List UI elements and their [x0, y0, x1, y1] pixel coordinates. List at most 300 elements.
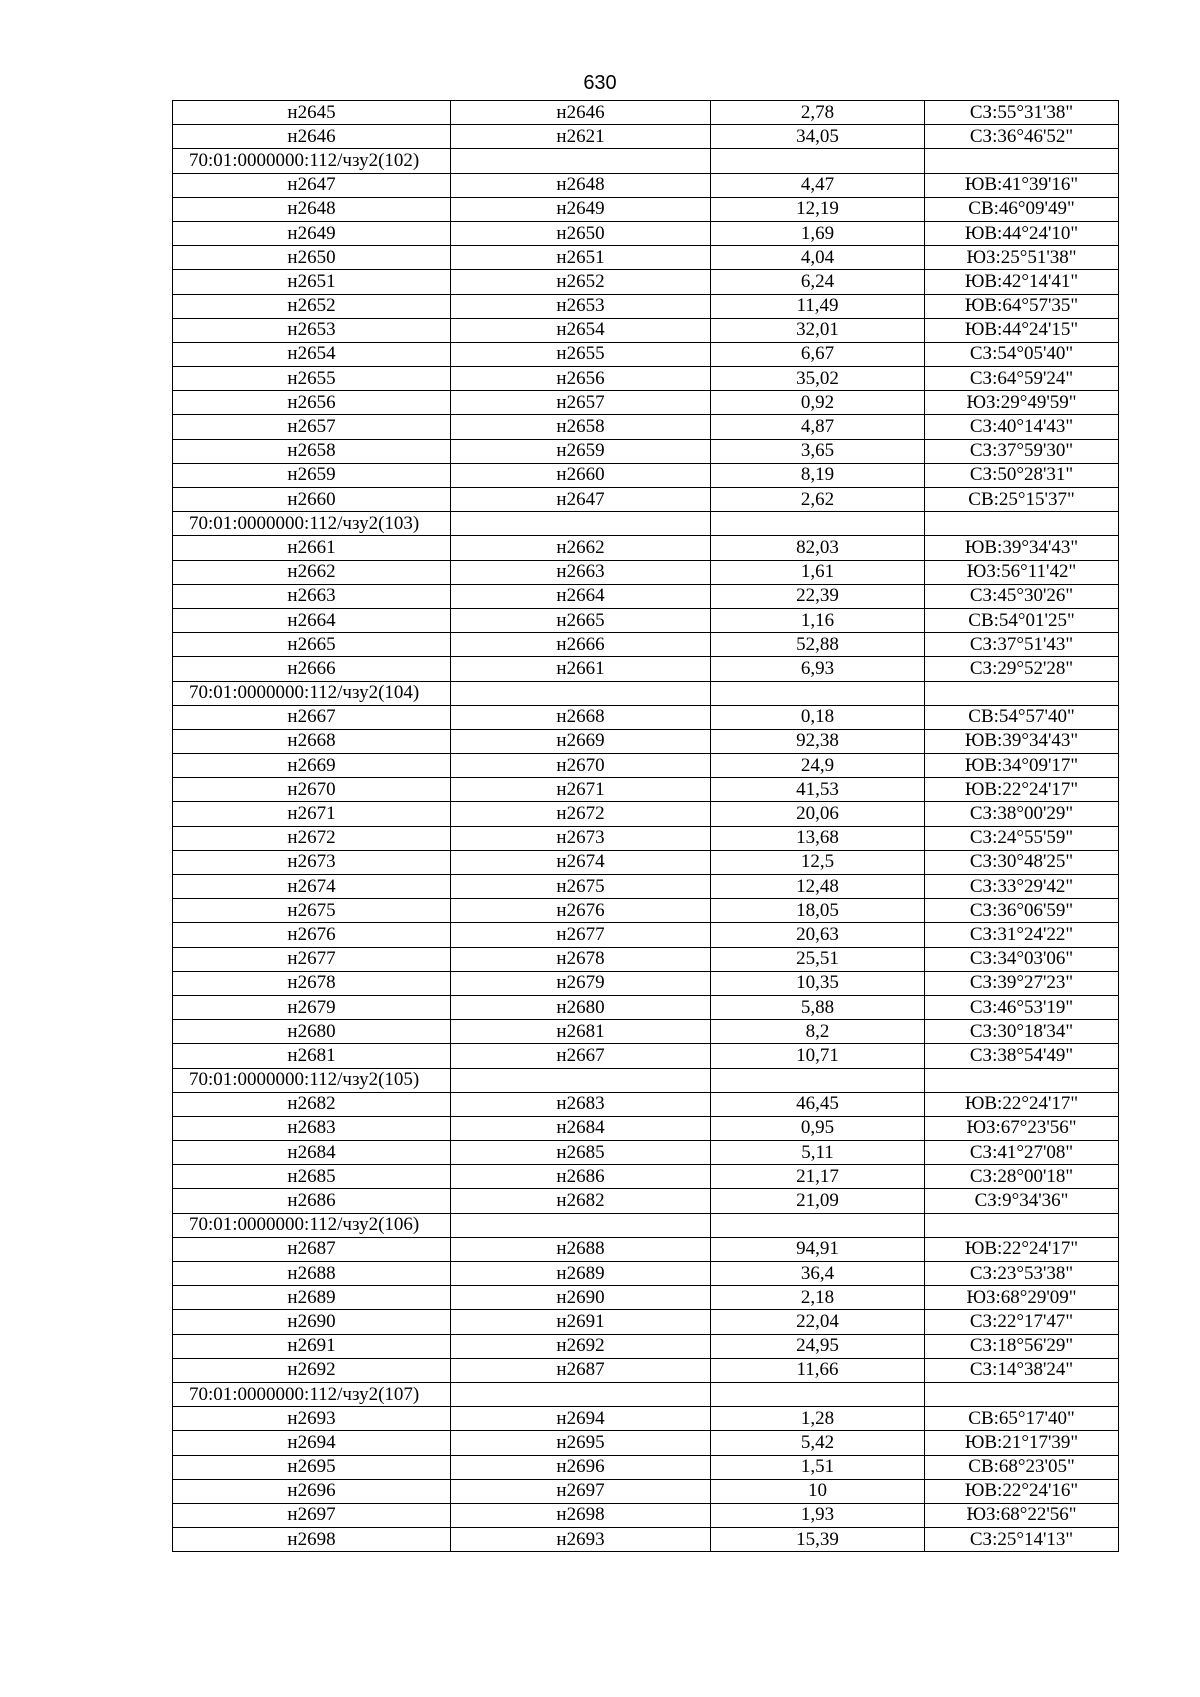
from-point-cell: н2645 — [173, 101, 451, 125]
section-label: 70:01:0000000:112/чзу2(107) — [173, 1382, 451, 1406]
to-point-cell: н2646 — [451, 101, 711, 125]
distance-cell: 22,04 — [711, 1310, 925, 1334]
to-point-cell: н2689 — [451, 1262, 711, 1286]
table-row — [173, 101, 1119, 125]
to-point-cell: н2621 — [451, 125, 711, 149]
from-point-cell: н2674 — [173, 875, 451, 899]
distance-cell: 24,95 — [711, 1334, 925, 1358]
bearing-cell: СЗ:33°29'42" — [925, 875, 1119, 899]
empty-cell — [711, 1068, 925, 1092]
empty-cell — [925, 1068, 1119, 1092]
to-point-cell: н2660 — [451, 463, 711, 487]
bearing-cell: ЮВ:22°24'16" — [925, 1479, 1119, 1503]
to-point-cell: н2681 — [451, 1020, 711, 1044]
to-point-cell: н2652 — [451, 270, 711, 294]
to-point-cell: н2686 — [451, 1165, 711, 1189]
distance-cell: 46,45 — [711, 1092, 925, 1116]
table-row — [173, 1116, 1119, 1140]
from-point-cell: н2680 — [173, 1020, 451, 1044]
table-row — [173, 947, 1119, 971]
distance-cell: 4,47 — [711, 173, 925, 197]
table-row — [173, 246, 1119, 270]
distance-cell: 5,11 — [711, 1141, 925, 1165]
bearing-cell: ЮЗ:25°51'38" — [925, 246, 1119, 270]
bearing-cell: ЮВ:39°34'43" — [925, 729, 1119, 753]
from-point-cell: н2678 — [173, 971, 451, 995]
table-row — [173, 415, 1119, 439]
empty-cell — [451, 1068, 711, 1092]
bearing-cell: СЗ:30°48'25" — [925, 850, 1119, 874]
table-row — [173, 899, 1119, 923]
from-point-cell: н2684 — [173, 1141, 451, 1165]
from-point-cell: н2662 — [173, 560, 451, 584]
from-point-cell: н2650 — [173, 246, 451, 270]
from-point-cell: н2688 — [173, 1262, 451, 1286]
table-row — [173, 1407, 1119, 1431]
bearing-cell: ЮЗ:67°23'56" — [925, 1116, 1119, 1140]
to-point-cell: н2663 — [451, 560, 711, 584]
from-point-cell: н2675 — [173, 899, 451, 923]
distance-cell: 11,66 — [711, 1358, 925, 1382]
to-point-cell: н2679 — [451, 971, 711, 995]
bearing-cell: СЗ:37°51'43" — [925, 633, 1119, 657]
to-point-cell: н2662 — [451, 536, 711, 560]
bearing-cell: СЗ:38°00'29" — [925, 802, 1119, 826]
table-row — [173, 173, 1119, 197]
table-row — [173, 1262, 1119, 1286]
table-row — [173, 705, 1119, 729]
table-row — [173, 294, 1119, 318]
distance-cell: 25,51 — [711, 947, 925, 971]
distance-cell: 94,91 — [711, 1237, 925, 1261]
from-point-cell: н2670 — [173, 778, 451, 802]
to-point-cell: н2650 — [451, 221, 711, 245]
bearing-cell: ЮВ:22°24'17" — [925, 1092, 1119, 1116]
to-point-cell: н2665 — [451, 608, 711, 632]
distance-cell: 8,19 — [711, 463, 925, 487]
page-number: 630 — [583, 72, 617, 94]
section-label: 70:01:0000000:112/чзу2(102) — [173, 149, 451, 173]
bearing-cell: ЮВ:34°09'17" — [925, 754, 1119, 778]
section-row — [173, 681, 1119, 705]
to-point-cell: н2647 — [451, 488, 711, 512]
to-point-cell: н2688 — [451, 1237, 711, 1261]
table-row — [173, 318, 1119, 342]
table-row — [173, 488, 1119, 512]
from-point-cell: н2686 — [173, 1189, 451, 1213]
section-label: 70:01:0000000:112/чзу2(104) — [173, 681, 451, 705]
bearing-cell: СЗ:46°53'19" — [925, 995, 1119, 1019]
section-row — [173, 1382, 1119, 1406]
from-point-cell: н2647 — [173, 173, 451, 197]
from-point-cell: н2690 — [173, 1310, 451, 1334]
to-point-cell: н2683 — [451, 1092, 711, 1116]
bearing-cell: СЗ:41°27'08" — [925, 1141, 1119, 1165]
from-point-cell: н2646 — [173, 125, 451, 149]
bearing-cell: СЗ:64°59'24" — [925, 367, 1119, 391]
distance-cell: 10,35 — [711, 971, 925, 995]
table-row — [173, 463, 1119, 487]
to-point-cell: н2685 — [451, 1141, 711, 1165]
distance-cell: 4,87 — [711, 415, 925, 439]
to-point-cell: н2684 — [451, 1116, 711, 1140]
table-row — [173, 875, 1119, 899]
table-row — [173, 584, 1119, 608]
to-point-cell: н2692 — [451, 1334, 711, 1358]
to-point-cell: н2664 — [451, 584, 711, 608]
from-point-cell: н2687 — [173, 1237, 451, 1261]
distance-cell: 1,69 — [711, 221, 925, 245]
empty-cell — [925, 681, 1119, 705]
from-point-cell: н2666 — [173, 657, 451, 681]
from-point-cell: н2664 — [173, 608, 451, 632]
from-point-cell: н2694 — [173, 1431, 451, 1455]
distance-cell: 1,28 — [711, 1407, 925, 1431]
to-point-cell: н2666 — [451, 633, 711, 657]
distance-cell: 1,93 — [711, 1503, 925, 1527]
from-point-cell: н2660 — [173, 488, 451, 512]
bearing-cell: СЗ:29°52'28" — [925, 657, 1119, 681]
from-point-cell: н2671 — [173, 802, 451, 826]
table-row — [173, 1334, 1119, 1358]
from-point-cell: н2685 — [173, 1165, 451, 1189]
table-row — [173, 633, 1119, 657]
from-point-cell: н2676 — [173, 923, 451, 947]
bearing-cell: СЗ:24°55'59" — [925, 826, 1119, 850]
bearing-cell: СВ:54°01'25" — [925, 608, 1119, 632]
empty-cell — [711, 1213, 925, 1237]
distance-cell: 21,09 — [711, 1189, 925, 1213]
bearing-cell: СЗ:28°00'18" — [925, 1165, 1119, 1189]
bearing-cell: СЗ:22°17'47" — [925, 1310, 1119, 1334]
from-point-cell: н2696 — [173, 1479, 451, 1503]
distance-cell: 3,65 — [711, 439, 925, 463]
table-row — [173, 802, 1119, 826]
empty-cell — [925, 1382, 1119, 1406]
from-point-cell: н2681 — [173, 1044, 451, 1068]
to-point-cell: н2674 — [451, 850, 711, 874]
distance-cell: 82,03 — [711, 536, 925, 560]
bearing-cell: ЮВ:22°24'17" — [925, 778, 1119, 802]
empty-cell — [451, 512, 711, 536]
distance-cell: 6,93 — [711, 657, 925, 681]
from-point-cell: н2665 — [173, 633, 451, 657]
to-point-cell: н2654 — [451, 318, 711, 342]
to-point-cell: н2668 — [451, 705, 711, 729]
distance-cell: 24,9 — [711, 754, 925, 778]
distance-cell: 52,88 — [711, 633, 925, 657]
bearing-cell: СВ:46°09'49" — [925, 197, 1119, 221]
from-point-cell: н2673 — [173, 850, 451, 874]
to-point-cell: н2693 — [451, 1528, 711, 1552]
to-point-cell: н2670 — [451, 754, 711, 778]
bearing-cell: ЮЗ:56°11'42" — [925, 560, 1119, 584]
bearing-cell: ЮВ:21°17'39" — [925, 1431, 1119, 1455]
empty-cell — [711, 1382, 925, 1406]
table-row — [173, 1044, 1119, 1068]
section-label: 70:01:0000000:112/чзу2(103) — [173, 512, 451, 536]
distance-cell: 5,88 — [711, 995, 925, 1019]
bearing-cell: СЗ:30°18'34" — [925, 1020, 1119, 1044]
bearing-cell: ЮВ:41°39'16" — [925, 173, 1119, 197]
bearing-cell: СВ:25°15'37" — [925, 488, 1119, 512]
from-point-cell: н2691 — [173, 1334, 451, 1358]
empty-cell — [711, 681, 925, 705]
bearing-cell: СЗ:37°59'30" — [925, 439, 1119, 463]
distance-cell: 10,71 — [711, 1044, 925, 1068]
distance-cell: 1,61 — [711, 560, 925, 584]
distance-cell: 1,51 — [711, 1455, 925, 1479]
to-point-cell: н2659 — [451, 439, 711, 463]
distance-cell: 11,49 — [711, 294, 925, 318]
boundary-table — [172, 100, 1119, 1552]
table-row — [173, 1286, 1119, 1310]
table-row — [173, 270, 1119, 294]
distance-cell: 0,95 — [711, 1116, 925, 1140]
from-point-cell: н2692 — [173, 1358, 451, 1382]
from-point-cell: н2677 — [173, 947, 451, 971]
table-row — [173, 1310, 1119, 1334]
distance-cell: 21,17 — [711, 1165, 925, 1189]
distance-cell: 6,67 — [711, 342, 925, 366]
table-row — [173, 1237, 1119, 1261]
table-row — [173, 754, 1119, 778]
distance-cell: 5,42 — [711, 1431, 925, 1455]
to-point-cell: н2669 — [451, 729, 711, 753]
from-point-cell: н2669 — [173, 754, 451, 778]
bearing-cell: СЗ:40°14'43" — [925, 415, 1119, 439]
to-point-cell: н2694 — [451, 1407, 711, 1431]
table-row — [173, 995, 1119, 1019]
table-row — [173, 342, 1119, 366]
to-point-cell: н2671 — [451, 778, 711, 802]
from-point-cell: н2679 — [173, 995, 451, 1019]
distance-cell: 10 — [711, 1479, 925, 1503]
to-point-cell: н2648 — [451, 173, 711, 197]
from-point-cell: н2648 — [173, 197, 451, 221]
bearing-cell: СЗ:54°05'40" — [925, 342, 1119, 366]
table-row — [173, 391, 1119, 415]
bearing-cell: СВ:65°17'40" — [925, 1407, 1119, 1431]
table-row — [173, 657, 1119, 681]
from-point-cell: н2695 — [173, 1455, 451, 1479]
to-point-cell: н2661 — [451, 657, 711, 681]
distance-cell: 4,04 — [711, 246, 925, 270]
distance-cell: 92,38 — [711, 729, 925, 753]
bearing-cell: СЗ:50°28'31" — [925, 463, 1119, 487]
table-row — [173, 1189, 1119, 1213]
to-point-cell: н2655 — [451, 342, 711, 366]
to-point-cell: н2677 — [451, 923, 711, 947]
distance-cell: 34,05 — [711, 125, 925, 149]
section-label: 70:01:0000000:112/чзу2(105) — [173, 1068, 451, 1092]
table-row — [173, 1503, 1119, 1527]
table-row — [173, 1455, 1119, 1479]
from-point-cell: н2672 — [173, 826, 451, 850]
to-point-cell: н2657 — [451, 391, 711, 415]
bearing-cell: ЮВ:64°57'35" — [925, 294, 1119, 318]
table-row — [173, 1358, 1119, 1382]
distance-cell: 8,2 — [711, 1020, 925, 1044]
section-row — [173, 149, 1119, 173]
distance-cell: 6,24 — [711, 270, 925, 294]
table-row — [173, 778, 1119, 802]
distance-cell: 36,4 — [711, 1262, 925, 1286]
section-label: 70:01:0000000:112/чзу2(106) — [173, 1213, 451, 1237]
distance-cell: 35,02 — [711, 367, 925, 391]
table-row — [173, 221, 1119, 245]
from-point-cell: н2654 — [173, 342, 451, 366]
bearing-cell: ЮВ:44°24'15" — [925, 318, 1119, 342]
distance-cell: 2,78 — [711, 101, 925, 125]
distance-cell: 20,06 — [711, 802, 925, 826]
from-point-cell: н2668 — [173, 729, 451, 753]
table-row — [173, 923, 1119, 947]
table-row — [173, 850, 1119, 874]
to-point-cell: н2651 — [451, 246, 711, 270]
empty-cell — [711, 149, 925, 173]
bearing-cell: СЗ:23°53'38" — [925, 1262, 1119, 1286]
from-point-cell: н2659 — [173, 463, 451, 487]
empty-cell — [925, 512, 1119, 536]
empty-cell — [451, 1382, 711, 1406]
bearing-cell: ЮВ:39°34'43" — [925, 536, 1119, 560]
table-body — [173, 101, 1119, 1552]
distance-cell: 32,01 — [711, 318, 925, 342]
table-row — [173, 1165, 1119, 1189]
distance-cell: 15,39 — [711, 1528, 925, 1552]
table-row — [173, 560, 1119, 584]
table-row — [173, 1020, 1119, 1044]
section-row — [173, 1213, 1119, 1237]
from-point-cell: н2657 — [173, 415, 451, 439]
from-point-cell: н2667 — [173, 705, 451, 729]
from-point-cell: н2698 — [173, 1528, 451, 1552]
empty-cell — [711, 512, 925, 536]
distance-cell: 12,48 — [711, 875, 925, 899]
from-point-cell: н2652 — [173, 294, 451, 318]
bearing-cell: СЗ:39°27'23" — [925, 971, 1119, 995]
from-point-cell: н2693 — [173, 1407, 451, 1431]
empty-cell — [925, 1213, 1119, 1237]
to-point-cell: н2697 — [451, 1479, 711, 1503]
to-point-cell: н2691 — [451, 1310, 711, 1334]
bearing-cell: СЗ:45°30'26" — [925, 584, 1119, 608]
empty-cell — [451, 149, 711, 173]
to-point-cell: н2656 — [451, 367, 711, 391]
from-point-cell: н2649 — [173, 221, 451, 245]
bearing-cell: ЮЗ:68°22'56" — [925, 1503, 1119, 1527]
bearing-cell: ЮВ:22°24'17" — [925, 1237, 1119, 1261]
to-point-cell: н2698 — [451, 1503, 711, 1527]
distance-cell: 41,53 — [711, 778, 925, 802]
table-row — [173, 367, 1119, 391]
table-row — [173, 125, 1119, 149]
to-point-cell: н2676 — [451, 899, 711, 923]
from-point-cell: н2656 — [173, 391, 451, 415]
distance-cell: 13,68 — [711, 826, 925, 850]
from-point-cell: н2653 — [173, 318, 451, 342]
from-point-cell: н2661 — [173, 536, 451, 560]
table-row — [173, 971, 1119, 995]
table-row — [173, 1141, 1119, 1165]
to-point-cell: н2675 — [451, 875, 711, 899]
distance-cell: 1,16 — [711, 608, 925, 632]
bearing-cell: СЗ:38°54'49" — [925, 1044, 1119, 1068]
from-point-cell: н2697 — [173, 1503, 451, 1527]
from-point-cell: н2651 — [173, 270, 451, 294]
table-row — [173, 1092, 1119, 1116]
from-point-cell: н2689 — [173, 1286, 451, 1310]
from-point-cell: н2655 — [173, 367, 451, 391]
bearing-cell: СЗ:31°24'22" — [925, 923, 1119, 947]
to-point-cell: н2680 — [451, 995, 711, 1019]
from-point-cell: н2682 — [173, 1092, 451, 1116]
distance-cell: 2,62 — [711, 488, 925, 512]
distance-cell: 12,5 — [711, 850, 925, 874]
to-point-cell: н2695 — [451, 1431, 711, 1455]
table-row — [173, 197, 1119, 221]
distance-cell: 2,18 — [711, 1286, 925, 1310]
table-row — [173, 1479, 1119, 1503]
table-row — [173, 536, 1119, 560]
to-point-cell: н2696 — [451, 1455, 711, 1479]
bearing-cell: СВ:54°57'40" — [925, 705, 1119, 729]
distance-cell: 22,39 — [711, 584, 925, 608]
from-point-cell: н2658 — [173, 439, 451, 463]
bearing-cell: СЗ:14°38'24" — [925, 1358, 1119, 1382]
table-row — [173, 1431, 1119, 1455]
distance-cell: 0,18 — [711, 705, 925, 729]
empty-cell — [451, 681, 711, 705]
bearing-cell: ЮВ:44°24'10" — [925, 221, 1119, 245]
bearing-cell: СЗ:55°31'38" — [925, 101, 1119, 125]
bearing-cell: ЮВ:42°14'41" — [925, 270, 1119, 294]
table-row — [173, 826, 1119, 850]
to-point-cell: н2687 — [451, 1358, 711, 1382]
bearing-cell: СЗ:36°06'59" — [925, 899, 1119, 923]
bearing-cell: СЗ:25°14'13" — [925, 1528, 1119, 1552]
section-row — [173, 1068, 1119, 1092]
table-row — [173, 439, 1119, 463]
distance-cell: 18,05 — [711, 899, 925, 923]
bearing-cell: СЗ:9°34'36" — [925, 1189, 1119, 1213]
to-point-cell: н2658 — [451, 415, 711, 439]
distance-cell: 20,63 — [711, 923, 925, 947]
table-row — [173, 1528, 1119, 1552]
table-row — [173, 608, 1119, 632]
to-point-cell: н2690 — [451, 1286, 711, 1310]
to-point-cell: н2667 — [451, 1044, 711, 1068]
to-point-cell: н2673 — [451, 826, 711, 850]
to-point-cell: н2678 — [451, 947, 711, 971]
distance-cell: 12,19 — [711, 197, 925, 221]
bearing-cell: СЗ:18°56'29" — [925, 1334, 1119, 1358]
from-point-cell: н2663 — [173, 584, 451, 608]
bearing-cell: ЮЗ:29°49'59" — [925, 391, 1119, 415]
empty-cell — [925, 149, 1119, 173]
bearing-cell: СЗ:36°46'52" — [925, 125, 1119, 149]
to-point-cell: н2653 — [451, 294, 711, 318]
bearing-cell: СВ:68°23'05" — [925, 1455, 1119, 1479]
to-point-cell: н2649 — [451, 197, 711, 221]
distance-cell: 0,92 — [711, 391, 925, 415]
bearing-cell: СЗ:34°03'06" — [925, 947, 1119, 971]
section-row — [173, 512, 1119, 536]
to-point-cell: н2682 — [451, 1189, 711, 1213]
to-point-cell: н2672 — [451, 802, 711, 826]
from-point-cell: н2683 — [173, 1116, 451, 1140]
